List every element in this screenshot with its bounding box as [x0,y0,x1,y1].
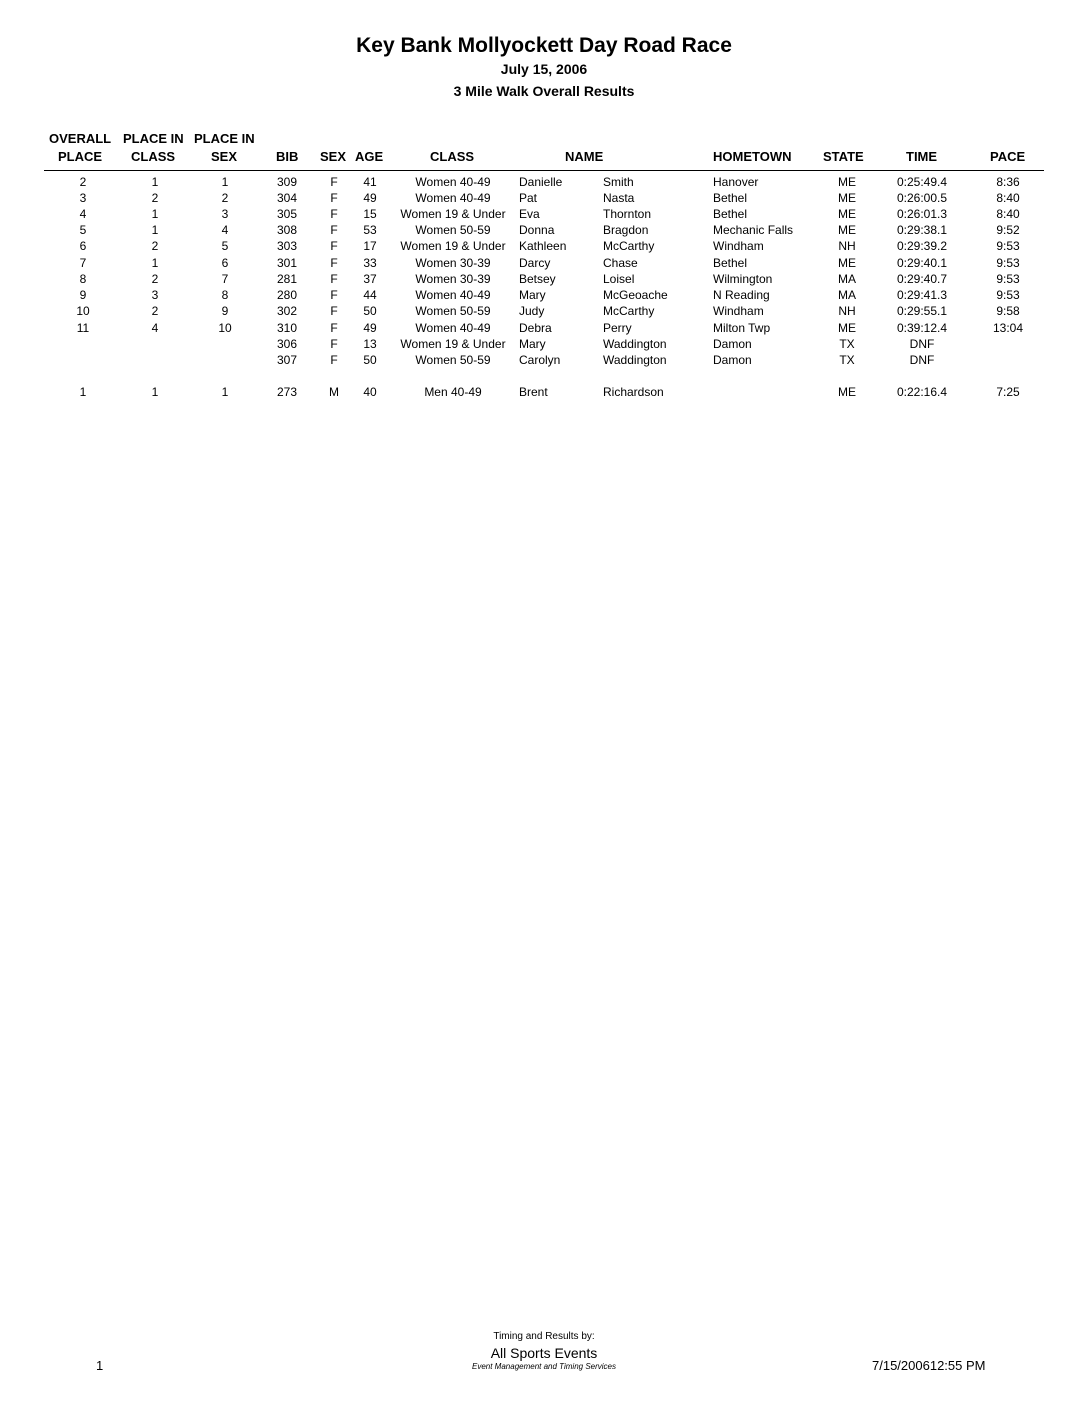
cell-age: 44 [363,288,377,302]
table-row [0,190,1088,206]
cell-overall: 8 [79,272,87,286]
cell-overall: 2 [79,175,87,189]
cell-sex: F [330,191,338,205]
cell-place-class: 1 [151,223,159,237]
cell-time: 0:29:41.3 [896,288,948,302]
cell-age: 49 [363,191,377,205]
cell-overall: 11 [76,321,90,335]
table-row [0,206,1088,222]
cell-place-class: 1 [151,385,159,399]
cell-overall: 5 [79,223,87,237]
cell-class: Women 40-49 [415,191,491,205]
cell-bib: 310 [276,321,298,335]
report-title: Key Bank Mollyockett Day Road Race [356,34,732,57]
cell-place-sex: 6 [221,256,229,270]
header-time: TIME [906,149,938,164]
cell-hometown: Milton Twp [713,321,771,335]
cell-place-class: 1 [151,207,159,221]
cell-hometown: Mechanic Falls [713,223,794,237]
cell-place-sex: 4 [221,223,229,237]
cell-age: 33 [363,256,377,270]
cell-sex: M [329,385,339,399]
cell-pace: 9:53 [996,272,1020,286]
cell-time: 0:29:38.1 [896,223,948,237]
cell-bib: 302 [276,304,298,318]
cell-class: Women 19 & Under [400,337,506,351]
cell-time: DNF [909,337,935,351]
cell-pace: 8:40 [996,207,1020,221]
header-divider [44,170,1044,171]
table-row [0,320,1088,336]
cell-place-class: 4 [151,321,159,335]
cell-overall: 7 [79,256,87,270]
cell-time: 0:26:01.3 [896,207,948,221]
cell-hometown: Bethel [713,207,748,221]
cell-sex: F [330,353,338,367]
cell-overall: 6 [79,239,87,253]
cell-pace: 7:25 [996,385,1020,399]
header-pace: PACE [990,149,1026,164]
header-class-place: CLASS [131,149,176,164]
cell-state: ME [838,175,856,189]
header-sex: SEX [320,149,347,164]
cell-first-name: Betsey [519,272,556,286]
cell-state: MA [838,288,856,302]
cell-sex: F [330,175,338,189]
cell-place-class: 2 [151,272,159,286]
cell-hometown: Windham [713,239,764,253]
cell-time: 0:29:40.7 [896,272,948,286]
cell-age: 50 [363,353,377,367]
cell-last-name: Loisel [603,272,635,286]
cell-overall: 1 [79,385,87,399]
cell-state: ME [838,207,856,221]
cell-sex: F [330,239,338,253]
header-sex-place-top: PLACE IN [194,131,255,146]
cell-place-sex: 9 [221,304,229,318]
cell-last-name: Thornton [603,207,652,221]
cell-sex: F [330,207,338,221]
cell-bib: 308 [276,223,298,237]
cell-time: 0:29:39.2 [896,239,948,253]
cell-last-name: McGeoache [603,288,668,302]
table-row [0,238,1088,254]
cell-bib: 301 [276,256,298,270]
footer-company: All Sports Events [490,1345,598,1361]
table-row [0,384,1088,400]
header-sex-place: SEX [211,149,238,164]
cell-hometown: Windham [713,304,764,318]
cell-state: TX [839,337,855,351]
cell-place-class: 2 [151,191,159,205]
cell-place-class: 3 [151,288,159,302]
cell-bib: 307 [276,353,298,367]
header-name: NAME [565,149,604,164]
cell-last-name: Perry [603,321,632,335]
cell-hometown: Bethel [713,256,748,270]
cell-place-sex: 1 [221,385,229,399]
cell-first-name: Eva [519,207,540,221]
cell-pace: 13:04 [992,321,1024,335]
cell-place-sex: 1 [221,175,229,189]
cell-age: 13 [363,337,377,351]
cell-pace: 9:58 [996,304,1020,318]
cell-overall: 4 [79,207,87,221]
cell-overall: 3 [79,191,87,205]
report-subtitle: 3 Mile Walk Overall Results [453,83,635,99]
cell-state: ME [838,191,856,205]
cell-state: ME [838,223,856,237]
cell-overall: 10 [76,304,90,318]
cell-state: ME [838,256,856,270]
cell-bib: 304 [276,191,298,205]
table-row [0,352,1088,368]
cell-age: 40 [363,385,377,399]
footer-tagline: Event Management and Timing Services [472,1362,616,1371]
cell-first-name: Debra [519,321,552,335]
cell-bib: 303 [276,239,298,253]
cell-place-sex: 10 [218,321,232,335]
cell-last-name: Nasta [603,191,635,205]
header-overall-place: PLACE [58,149,103,164]
cell-place-sex: 5 [221,239,229,253]
cell-class: Women 50-59 [415,304,491,318]
cell-age: 53 [363,223,377,237]
cell-hometown: Bethel [713,191,748,205]
cell-pace: 8:40 [996,191,1020,205]
header-bib: BIB [276,149,299,164]
cell-pace: 8:36 [996,175,1020,189]
table-row [0,336,1088,352]
cell-first-name: Carolyn [519,353,561,367]
cell-hometown: N Reading [713,288,770,302]
cell-class: Women 30-39 [415,256,491,270]
cell-sex: F [330,304,338,318]
cell-last-name: Chase [603,256,638,270]
cell-sex: F [330,337,338,351]
report-date: July 15, 2006 [500,61,588,77]
cell-state: MA [838,272,856,286]
cell-last-name: McCarthy [603,304,655,318]
cell-last-name: Waddington [603,353,667,367]
cell-sex: F [330,321,338,335]
cell-state: NH [838,304,856,318]
cell-class: Women 40-49 [415,175,491,189]
cell-time: 0:25:49.4 [896,175,948,189]
cell-age: 37 [363,272,377,286]
cell-class: Women 50-59 [415,223,491,237]
cell-first-name: Brent [519,385,548,399]
cell-last-name: Waddington [603,337,667,351]
table-row [0,255,1088,271]
cell-sex: F [330,288,338,302]
cell-first-name: Judy [519,304,545,318]
cell-place-sex: 3 [221,207,229,221]
cell-state: TX [839,353,855,367]
cell-last-name: Richardson [603,385,664,399]
cell-first-name: Danielle [519,175,563,189]
cell-age: 41 [363,175,377,189]
cell-class: Women 50-59 [415,353,491,367]
cell-first-name: Mary [519,288,546,302]
cell-place-sex: 8 [221,288,229,302]
cell-sex: F [330,256,338,270]
cell-hometown: Hanover [713,175,759,189]
cell-place-class: 2 [151,239,159,253]
cell-bib: 309 [276,175,298,189]
cell-class: Women 19 & Under [400,239,506,253]
cell-hometown: Damon [713,353,752,367]
cell-pace: 9:53 [996,288,1020,302]
header-state: STATE [823,149,864,164]
cell-first-name: Pat [519,191,538,205]
cell-bib: 281 [276,272,298,286]
cell-place-sex: 2 [221,191,229,205]
cell-class: Men 40-49 [424,385,482,399]
cell-bib: 280 [276,288,298,302]
cell-time: 0:29:40.1 [896,256,948,270]
header-class: CLASS [430,149,475,164]
cell-class: Women 40-49 [415,288,491,302]
cell-bib: 306 [276,337,298,351]
cell-place-sex: 7 [221,272,229,286]
cell-age: 49 [363,321,377,335]
table-row [0,174,1088,190]
cell-state: ME [838,385,856,399]
cell-time: 0:29:55.1 [896,304,948,318]
cell-place-class: 2 [151,304,159,318]
cell-bib: 305 [276,207,298,221]
cell-last-name: Bragdon [603,223,649,237]
cell-class: Women 19 & Under [400,207,506,221]
cell-last-name: McCarthy [603,239,655,253]
cell-time: 0:39:12.4 [896,321,948,335]
report-header [0,33,1088,102]
cell-place-class: 1 [151,175,159,189]
page-number: 1 [96,1358,104,1373]
header-class-place-top: PLACE IN [123,131,184,146]
cell-bib: 273 [276,385,298,399]
cell-pace: 9:53 [996,256,1020,270]
header-overall-top: OVERALL [49,131,112,146]
print-timestamp: 7/15/200612:55 PM [872,1358,986,1373]
cell-first-name: Donna [519,223,555,237]
cell-sex: F [330,272,338,286]
table-row [0,222,1088,238]
cell-hometown: Wilmington [713,272,773,286]
table-row [0,271,1088,287]
cell-time: 0:22:16.4 [896,385,948,399]
cell-class: Women 40-49 [415,321,491,335]
header-age: AGE [355,149,384,164]
cell-overall: 9 [79,288,87,302]
cell-place-class: 1 [151,256,159,270]
cell-class: Women 30-39 [415,272,491,286]
cell-state: NH [838,239,856,253]
cell-state: ME [838,321,856,335]
cell-time: DNF [909,353,935,367]
cell-sex: F [330,223,338,237]
header-hometown: HOMETOWN [713,149,792,164]
cell-hometown: Damon [713,337,752,351]
cell-first-name: Darcy [519,256,551,270]
table-row [0,287,1088,303]
footer-timing-label: Timing and Results by: [493,1331,595,1342]
cell-age: 50 [363,304,377,318]
cell-last-name: Smith [603,175,634,189]
cell-pace: 9:53 [996,239,1020,253]
cell-first-name: Mary [519,337,546,351]
cell-age: 15 [363,207,377,221]
cell-first-name: Kathleen [519,239,567,253]
table-row [0,303,1088,319]
cell-time: 0:26:00.5 [896,191,948,205]
cell-pace: 9:52 [996,223,1020,237]
cell-age: 17 [363,239,377,253]
